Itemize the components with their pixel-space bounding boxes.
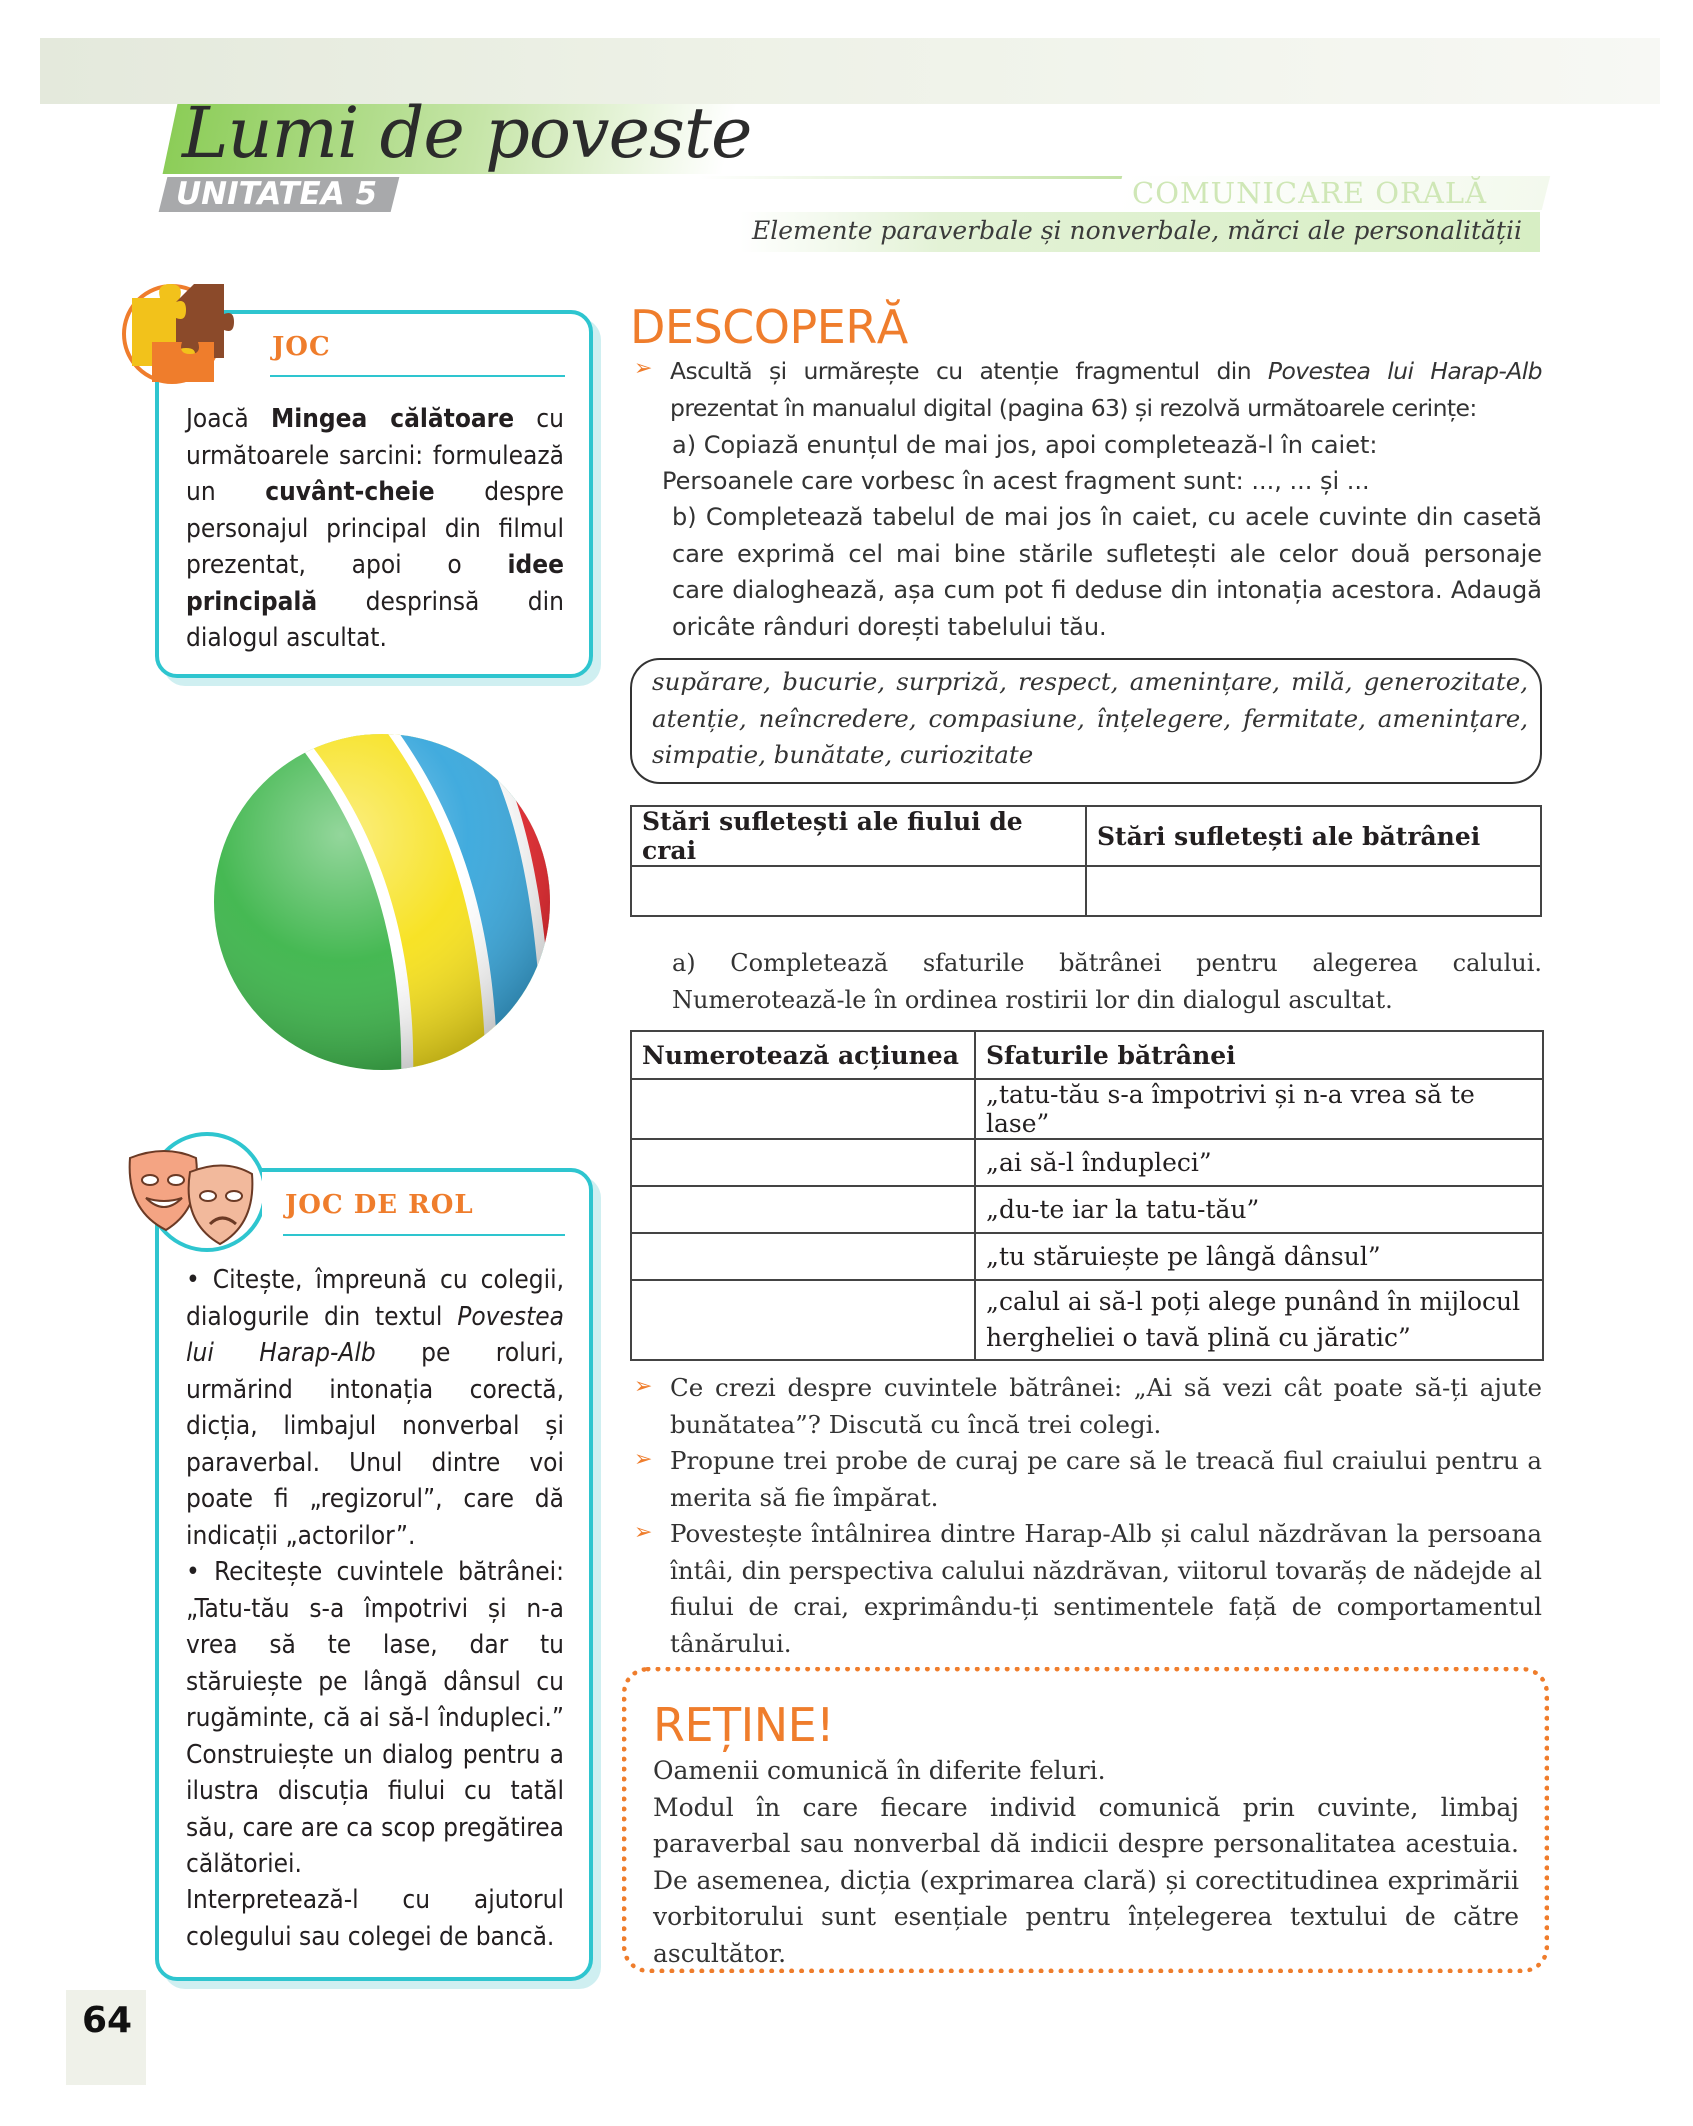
retine-text: [653, 1753, 1519, 1972]
joc-heading: JOC: [272, 332, 331, 362]
joc-de-rol-heading: JOC DE ROL: [285, 1190, 474, 1220]
retine-line-1: Oamenii comunică în diferite feluri.: [653, 1756, 1106, 1785]
descopera-item-c: a) Completează sfaturile bătrânei pentru alegerea calului. Numerotează-le în ordinea rostirii lor din dialogul ascultat.: [672, 949, 1542, 1014]
descopera-bullet-1: Ce crezi despre cuvintele bătrânei: „Ai să vezi cât poate să-ți ajute bunătatea”? Discută cu încă trei colegi.: [670, 1373, 1542, 1439]
advice-number-cell: [631, 1280, 975, 1360]
advice-table: [630, 1030, 1544, 1361]
word-box-text: supărare, bucurie, surpriză, respect, amenințare, milă, generozitate, atenție, neîncredere, compasiune, înțelegere, fermitate, amenințare, simpatie, bunătate, curiozitate: [652, 667, 1528, 769]
arrow-bullet-icon: ➢: [634, 356, 653, 381]
page-title: Lumi de poveste: [182, 92, 752, 174]
joc-de-rol-paragraph-1: [186, 1262, 564, 1554]
advice-number-cell: [631, 1186, 975, 1233]
descopera-bullet-3: Povestește întâlnirea dintre Harap-Alb și calul năzdrăvan la persoana întâi, din perspectiva calului năzdrăvan, viitorul tovarăș de nădejde al fiului de crai, exprimându-ți sentimentele față de comportamentul tânărului.: [670, 1519, 1542, 1658]
joc-de-rol-paragraph-3: Interpretează-l cu ajutorul colegului sau colegei de bancă.: [186, 1885, 564, 1952]
page-number: 64: [82, 2000, 133, 2041]
puzzle-icon: [122, 280, 242, 390]
unit-label: UNITATEA 5: [176, 176, 378, 212]
descopera-item-a-sentence: Persoanele care vorbesc în acest fragment sunt: ..., ... și ...: [662, 467, 1370, 495]
section-label: COMUNICARE ORALĂ: [1132, 176, 1488, 210]
arrow-bullet-icon: ➢: [634, 1520, 653, 1545]
joc-text: [186, 401, 564, 657]
joc-text-part: Mingea călătoare: [270, 404, 515, 434]
joc-text-part: Joacă: [186, 404, 271, 434]
theater-masks-icon: [112, 1128, 262, 1258]
feelings-cell-son: [631, 866, 1086, 916]
feelings-table: [630, 805, 1542, 917]
advice-row: „tatu-tău s-a împotrivi și n-a vrea să te lase”: [975, 1079, 1543, 1139]
advice-number-cell: [631, 1079, 975, 1139]
advice-number-cell: [631, 1233, 975, 1280]
joc-de-rol-paragraph-2: • Recitește cuvintele bătrânei: „Tatu-tău s-a împotrivi și n-a vrea să te lase, dar tu stăruiește pe lângă dânsul cu rugăminte, că ai să-l înduplеci.” Construiește un dialog pentru a ilustra discuția fiului cu tatăl său, care are ca scop pregătirea călătoriei.: [186, 1557, 564, 1879]
lesson-subtitle: Elemente paraverbale și nonverbale, mărci ale personalității: [752, 216, 1522, 245]
advice-row: „ai să-l înduplеci”: [975, 1139, 1543, 1186]
joc-text-part: cuvânt-cheie: [265, 477, 435, 507]
joc-heading-rule: [270, 375, 565, 377]
joc-text-part: desprinsă din dialogul ascultat.: [186, 586, 564, 653]
retine-heading: REȚINE!: [653, 1698, 835, 1752]
joc-de-rol-text-part: Povestea lui Harap-Alb: [186, 1301, 564, 1368]
descopera-item-a: a) Copiază enunțul de mai jos, apoi completează-l în caiet:: [672, 431, 1378, 459]
joc-de-rol-text-part: • Citește, împreună cu colegii, dialogurile din textul: [186, 1265, 564, 1332]
arrow-bullet-icon: ➢: [634, 1374, 653, 1399]
beach-ball-image: [210, 730, 555, 1075]
joc-text-part: idee principală: [186, 550, 564, 617]
feelings-cell-old-woman: [1086, 866, 1541, 916]
advice-row: „tu stăruiește pe lângă dânsul”: [975, 1233, 1543, 1280]
advice-header-advice: Sfaturile bătrânei: [975, 1031, 1543, 1079]
advice-header-number: Numerotează acțiunea: [631, 1031, 975, 1079]
descopera-heading: DESCOPERĂ: [630, 300, 908, 354]
joc-text-part: cu următoarele sarcini: formulează un: [186, 404, 564, 507]
advice-number-cell: [631, 1139, 975, 1186]
feelings-header-old-woman: Stări sufletești ale bătrânei: [1086, 806, 1541, 866]
joc-de-rol-text-part: pe roluri, urmărind intonația corectă, dicția, limbajul nonverbal și paraverbal. Unul dintre voi poate fi „regizorul”, care dă indicații „actorilor”.: [186, 1338, 564, 1551]
joc-de-rol-heading-rule: [283, 1234, 565, 1236]
retine-line-2: Modul în care fiecare individ comunică prin cuvinte, limbaj paraverbal sau nonverbal dă indicii despre personalitatea acestuia. De asemenea, dicția (exprimarea clară) și corectitudinea exprimării vorbitorului sunt esențiale pentru înțelegerea textului de către ascultător.: [653, 1792, 1519, 1968]
joc-text-part: despre personajul principal din filmul prezentat, apoi o: [186, 477, 564, 580]
descopera-bullet-2: Propune trei probe de curaj pe care să le treacă fiul craiului pentru a merita să fie împărat.: [670, 1446, 1542, 1512]
advice-row: „du-te iar la tatu-tău”: [975, 1186, 1543, 1233]
feelings-header-son: Stări sufletești ale fiului de crai: [631, 806, 1086, 866]
arrow-bullet-icon: ➢: [634, 1447, 653, 1472]
descopera-item-b: b) Completează tabelul de mai jos în caiet, cu acele cuvinte din casetă care exprimă cel mai bine stările sufletești ale celor două personaje care dialoghează, așa cum pot fi deduse din intonația acestora. Adaugă oricâte rânduri dorești tabelului tău.: [672, 503, 1542, 641]
descopera-intro: Ascultă și urmărește cu atenție fragmentul din Povestea lui Harap-Alb prezentat în manualul digital (pagina 63) și rezolvă următoarele cerințe:: [670, 357, 1542, 422]
advice-row: „calul ai să-l poți alege punând în mijlocul hergheliei o tavă plină cu jăratic”: [975, 1280, 1543, 1360]
